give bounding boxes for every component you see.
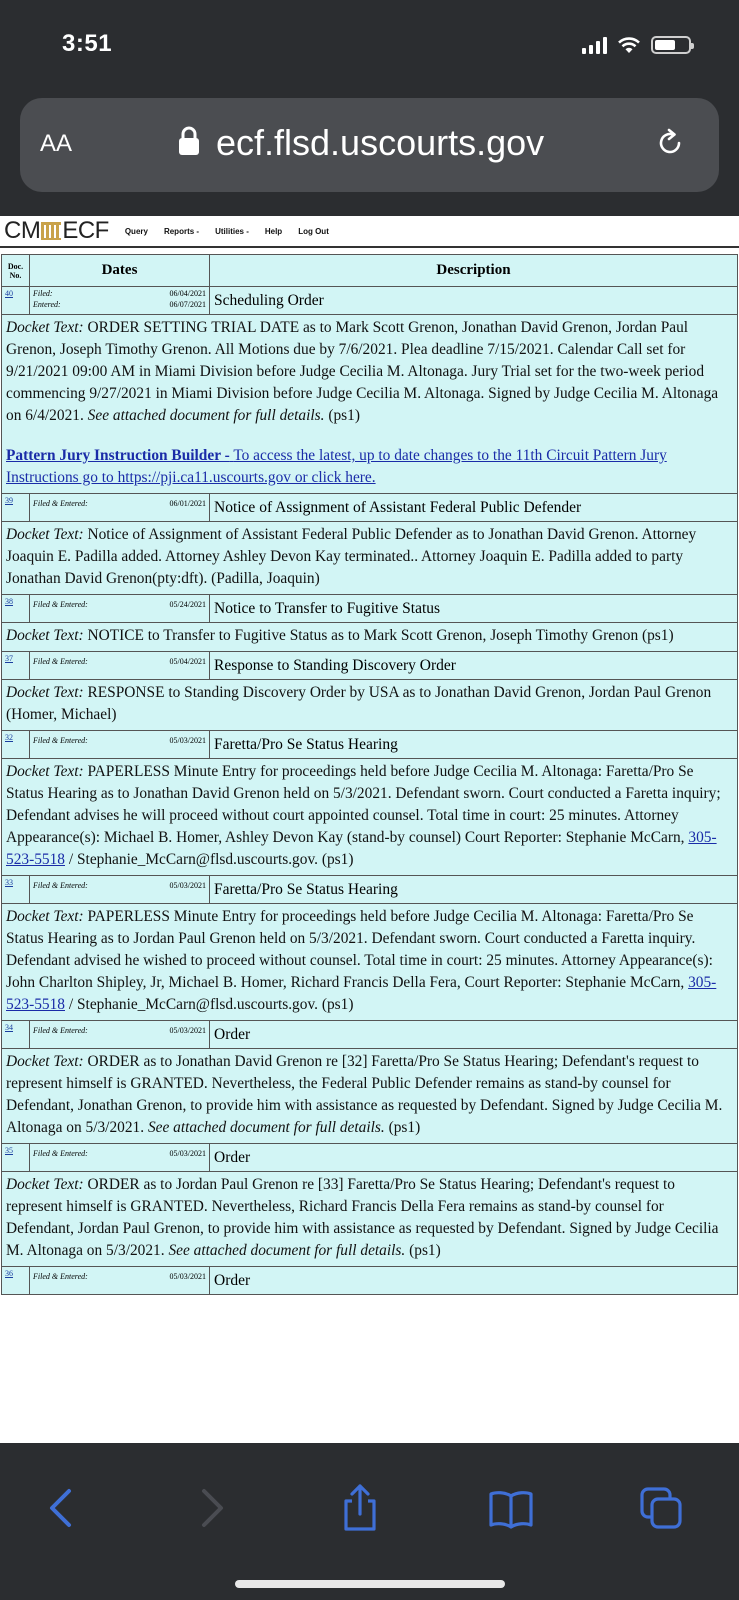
doc-number-link[interactable]: 37 (2, 652, 30, 680)
web-page (0, 216, 739, 1443)
docket-text: PAPERLESS Minute Entry for proceedings held before Judge Cecilia M. Altonaga: Faretta/Pro Se Status Hearing as to Jordan Paul Grenon held on 5/3/2021. Defendant sworn. Court conducted a Faretta inquiry. Defendant advised he wished to proceed without counsel. Total time in court: 25 minutes. Attorney Appearance(s): John Charlton Shipley, Jr, Michael B. Homer, Richard Francis Della Fera, Court Reporter: Stephanie McCarn, (6, 908, 713, 991)
doc-number-link[interactable]: 32 (2, 731, 30, 759)
see-attached-note: See attached document for full details. (147, 1119, 385, 1136)
logo-text-left: CM (4, 217, 41, 244)
docket-text-cell (2, 904, 738, 1021)
docket-text-label: Docket Text: (6, 684, 84, 701)
phone-link[interactable]: 305-523-5518 (6, 829, 717, 868)
docket-text-row (2, 759, 738, 876)
description-cell: Order (210, 1267, 738, 1295)
date-value: 05/03/2021 (169, 1026, 206, 1035)
docket-text-label: Docket Text: (6, 319, 84, 336)
description-cell: Response to Standing Discovery Order (210, 652, 738, 680)
menu-help[interactable]: Help (264, 226, 283, 236)
docket-suffix: (ps1) (328, 407, 360, 424)
docket-text-row (2, 1049, 738, 1144)
email-text: / Stephanie_McCarn@flsd.uscourts.gov. (ps1) (68, 851, 354, 868)
cmecf-menu-bar (0, 216, 739, 248)
table-header-row (2, 255, 738, 287)
dates-cell (30, 494, 210, 522)
doc-number-link[interactable]: 33 (2, 876, 30, 904)
dates-cell (30, 1021, 210, 1049)
pattern-jury-text: To access the latest, up to date changes to the 11th Circuit Pattern Jury Instructions go to https://pji.ca11.uscourts.gov or click here. (6, 447, 667, 486)
cmecf-logo[interactable] (4, 217, 109, 245)
date-value: 06/07/2021 (169, 300, 206, 309)
wifi-icon (617, 36, 641, 54)
docket-text-row (2, 522, 738, 595)
docket-suffix: (ps1) (388, 1119, 421, 1136)
table-row (2, 1144, 738, 1172)
date-value: 05/03/2021 (169, 881, 206, 890)
date-value: 06/04/2021 (169, 289, 206, 298)
dates-cell (30, 1144, 210, 1172)
docket-text: PAPERLESS Minute Entry for proceedings held before Judge Cecilia M. Altonaga: Faretta/Pro Se Status Hearing as to Jonathan David Grenon held on 5/3/2021. Defendant sworn. Court conducted a Faretta inquiry; Defendant advises he will proceed without court appointed counsel. Total time in court: 25 minutes. Attorney Appearance(s): Michael B. Homer, Ashley Devon Kay (stand-by counsel) Court Reporter: Stephanie McCarn, (6, 763, 721, 846)
status-time: 3:51 (62, 30, 113, 57)
see-attached-note: See attached document for full details. (87, 407, 325, 424)
pattern-jury-link[interactable] (6, 445, 733, 489)
menu-log-out[interactable]: Log Out (298, 226, 329, 236)
dates-cell (30, 876, 210, 904)
table-row (2, 731, 738, 759)
docket-text-row (2, 315, 738, 494)
forward-icon[interactable] (185, 1483, 235, 1533)
description-cell: Order (210, 1021, 738, 1049)
menu-utilities[interactable]: Utilities - (215, 226, 249, 236)
logo-text-right: ECF (62, 217, 109, 244)
description-cell: Faretta/Pro Se Status Hearing (210, 731, 738, 759)
pattern-jury-title: Pattern Jury Instruction Builder - (6, 447, 230, 464)
docket-text: ORDER SETTING TRIAL DATE as to Mark Scott Grenon, Jonathan David Grenon, Jordan Paul Grenon, Joseph Timothy Grenon. All Motions due by 7/6/2021. Plea deadline 7/15/2021. Calendar Call set for 9/21/2021 09:00 AM in Miami Division before Judge Cecilia M. Altonaga. Jury Trial set for the two-week period commencing 9/27/2021 in Miami Division before Judge Cecilia M. Altonaga. Signed by Judge Cecilia M. Altonaga on 6/4/2021. (6, 319, 719, 424)
docket-text: ORDER as to Jordan Paul Grenon re [33] Faretta/Pro Se Status Hearing; Defendant's request to represent himself is GRANTED. Nevertheless, Richard Francis Della Fera remains as stand-by counsel for Defendant, Jordan Paul Grenon, to provide him with assistance as requested by Defendant. Signed by Judge Cecilia M. Altonaga on 5/3/2021. (6, 1176, 719, 1259)
dates-cell (30, 652, 210, 680)
phone-link[interactable]: 305-523-5518 (6, 974, 717, 1013)
table-row (2, 1267, 738, 1295)
dates-cell (30, 287, 210, 315)
date-value: 05/04/2021 (169, 657, 206, 666)
docket-text-cell (2, 522, 738, 595)
url-text[interactable]: ecf.flsd.uscourts.gov (216, 122, 545, 163)
cellular-signal-icon (582, 36, 607, 54)
date-value: 05/24/2021 (169, 600, 206, 609)
date-label: Filed: (33, 289, 53, 298)
status-bar (0, 0, 739, 95)
docket-text-cell (2, 1049, 738, 1144)
description-cell: Faretta/Pro Se Status Hearing (210, 876, 738, 904)
see-attached-note: See attached document for full details. (168, 1242, 406, 1259)
doc-number-link[interactable]: 39 (2, 494, 30, 522)
date-label: Filed & Entered: (33, 1149, 88, 1158)
table-row (2, 595, 738, 623)
date-label: Entered: (33, 300, 61, 309)
date-label: Filed & Entered: (33, 499, 88, 508)
date-label: Filed & Entered: (33, 657, 88, 666)
menu-reports[interactable]: Reports - (163, 226, 200, 236)
table-row (2, 494, 738, 522)
date-value: 05/03/2021 (169, 736, 206, 745)
docket-text-label: Docket Text: (6, 627, 84, 644)
date-label: Filed & Entered: (33, 881, 88, 890)
courthouse-icon (41, 222, 61, 240)
bookmarks-icon[interactable] (486, 1483, 536, 1533)
header-description: Description (210, 255, 738, 287)
back-icon[interactable] (38, 1483, 88, 1533)
date-value: 05/03/2021 (169, 1272, 206, 1281)
description-cell: Scheduling Order (210, 287, 738, 315)
menu-query[interactable]: Query (124, 226, 148, 236)
doc-number-link[interactable]: 36 (2, 1267, 30, 1295)
share-icon[interactable] (335, 1483, 385, 1533)
docket-text-row (2, 623, 738, 652)
status-icons (582, 34, 691, 54)
address-bar[interactable] (20, 98, 719, 192)
table-row (2, 652, 738, 680)
docket-body (2, 287, 738, 1295)
email-text: / Stephanie_McCarn@flsd.uscourts.gov. (ps1) (68, 996, 354, 1013)
dates-cell (30, 1267, 210, 1295)
docket-text-cell (2, 623, 738, 652)
date-value: 06/01/2021 (169, 499, 206, 508)
browser-toolbar (0, 1443, 739, 1600)
docket-text: NOTICE to Transfer to Fugitive Status as to Mark Scott Grenon, Joseph Timothy Grenon (ps1) (87, 627, 674, 644)
docket-text-cell (2, 680, 738, 731)
table-row (2, 1021, 738, 1049)
dates-cell (30, 595, 210, 623)
reload-icon[interactable] (655, 128, 685, 158)
docket-text-row (2, 1172, 738, 1267)
doc-number-link[interactable]: 34 (2, 1021, 30, 1049)
dates-cell (30, 731, 210, 759)
docket-suffix: (ps1) (409, 1242, 441, 1259)
date-label: Filed & Entered: (33, 736, 88, 745)
docket-text-label: Docket Text: (6, 1176, 84, 1193)
docket-table (1, 254, 738, 1295)
docket-text: ORDER as to Jonathan David Grenon re [32] Faretta/Pro Se Status Hearing; Defendant's request to represent himself is GRANTED. Nevertheless, the Federal Public Defender remains as stand-by counsel for Defendant, Jonathan Grenon, to provide him with assistance as requested by Defendant. Signed by Judge Cecilia M. Altonaga on 5/3/2021. (6, 1053, 723, 1136)
table-row (2, 287, 738, 315)
docket-text: RESPONSE to Standing Discovery Order by USA as to Jonathan David Grenon, Jordan Paul Grenon (Homer, Michael) (6, 684, 712, 723)
doc-number-link[interactable]: 40 (2, 287, 30, 315)
date-label: Filed & Entered: (33, 600, 88, 609)
lock-icon (178, 126, 200, 156)
date-value: 05/03/2021 (169, 1149, 206, 1158)
docket-text: Notice of Assignment of Assistant Federal Public Defender as to Jonathan David Grenon. Attorney Joaquin E. Padilla added. Attorney Ashley Devon Kay terminated.. Attorney Joaquin E. Padilla added to party Jonathan David Grenon(pty:dft). (Padilla, Joaquin) (6, 526, 697, 587)
header-dates: Dates (30, 255, 210, 287)
description-cell: Notice of Assignment of Assistant Federal Public Defender (210, 494, 738, 522)
docket-text-label: Docket Text: (6, 908, 84, 925)
docket-text-label: Docket Text: (6, 526, 84, 543)
docket-text-cell (2, 759, 738, 876)
description-cell: Order (210, 1144, 738, 1172)
date-label: Filed & Entered: (33, 1026, 88, 1035)
description-cell: Notice to Transfer to Fugitive Status (210, 595, 738, 623)
tabs-icon[interactable] (636, 1483, 686, 1533)
doc-number-link[interactable]: 38 (2, 595, 30, 623)
header-doc-no: Doc. No. (2, 255, 30, 287)
home-indicator (235, 1580, 505, 1588)
docket-text-row (2, 904, 738, 1021)
docket-text-cell (2, 315, 738, 494)
docket-text-label: Docket Text: (6, 1053, 84, 1070)
docket-text-cell (2, 1172, 738, 1267)
docket-text-row (2, 680, 738, 731)
doc-number-link[interactable]: 35 (2, 1144, 30, 1172)
docket-text-label: Docket Text: (6, 763, 84, 780)
text-size-button[interactable]: AA (40, 130, 73, 157)
battery-icon (651, 36, 691, 54)
date-label: Filed & Entered: (33, 1272, 88, 1281)
table-row (2, 876, 738, 904)
